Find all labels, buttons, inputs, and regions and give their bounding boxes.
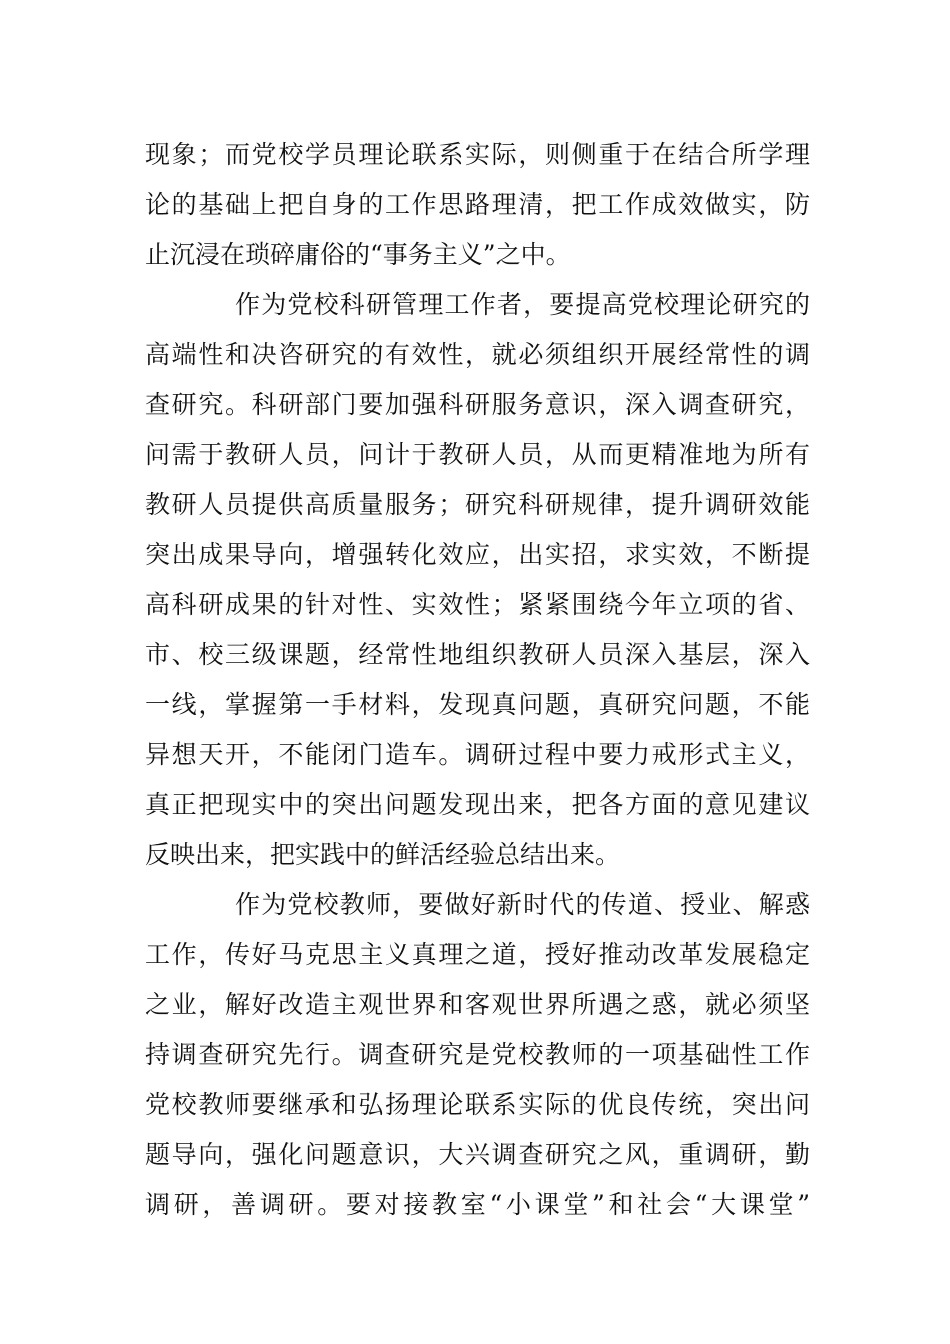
text-line: 之业，解好改造主观世界和客观世界所遇之惑，就必须坚 bbox=[145, 990, 810, 1019]
paragraph-2 bbox=[145, 280, 810, 880]
text-line: 题导向，强化问题意识，大兴调查研究之风，重调研，勤 bbox=[145, 1140, 810, 1169]
text-line: 高科研成果的针对性、实效性；紧紧围绕今年立项的省、 bbox=[145, 590, 810, 619]
text-line: 现象；而党校学员理论联系实际，则侧重于在结合所学理 bbox=[145, 140, 810, 169]
text-line: 作为党校科研管理工作者，要提高党校理论研究的 bbox=[235, 290, 810, 319]
text-line: 突出成果导向，增强转化效应，出实招，求实效，不断提 bbox=[145, 540, 810, 569]
text-line: 高端性和决咨研究的有效性，就必须组织开展经常性的调 bbox=[145, 340, 810, 369]
text-line: 真正把现实中的突出问题发现出来，把各方面的意见建议 bbox=[145, 790, 810, 819]
text-line: 论的基础上把自身的工作思路理清，把工作成效做实，防 bbox=[145, 190, 810, 219]
text-line: 查研究。科研部门要加强科研服务意识，深入调查研究， bbox=[145, 390, 810, 419]
text-line: 持调查研究先行。调查研究是党校教师的一项基础性工作 bbox=[145, 1040, 810, 1069]
text-line: 问需于教研人员，问计于教研人员，从而更精准地为所有 bbox=[145, 440, 810, 469]
text-line: 调研，善调研。要对接教室“小课堂”和社会“大课堂” bbox=[145, 1190, 810, 1219]
text-line: 党校教师要继承和弘扬理论联系实际的优良传统，突出问 bbox=[145, 1090, 810, 1119]
paragraph-3 bbox=[145, 880, 810, 1230]
text-line: 反映出来，把实践中的鲜活经验总结出来。 bbox=[145, 840, 621, 869]
body-text bbox=[145, 130, 810, 1230]
text-line: 教研人员提供高质量服务；研究科研规律，提升调研效能 bbox=[145, 490, 810, 519]
text-line: 止沉浸在琐碎庸俗的“事务主义”之中。 bbox=[145, 240, 571, 269]
text-line: 工作，传好马克思主义真理之道，授好推动改革发展稳定 bbox=[145, 940, 810, 969]
paragraph-1 bbox=[145, 130, 810, 280]
text-line: 一线，掌握第一手材料，发现真问题，真研究问题，不能 bbox=[145, 690, 810, 719]
text-line: 异想天开，不能闭门造车。调研过程中要力戒形式主义， bbox=[145, 740, 810, 769]
text-line: 作为党校教师，要做好新时代的传道、授业、解惑 bbox=[235, 890, 810, 919]
text-line: 市、校三级课题，经常性地组织教研人员深入基层，深入 bbox=[145, 640, 810, 669]
